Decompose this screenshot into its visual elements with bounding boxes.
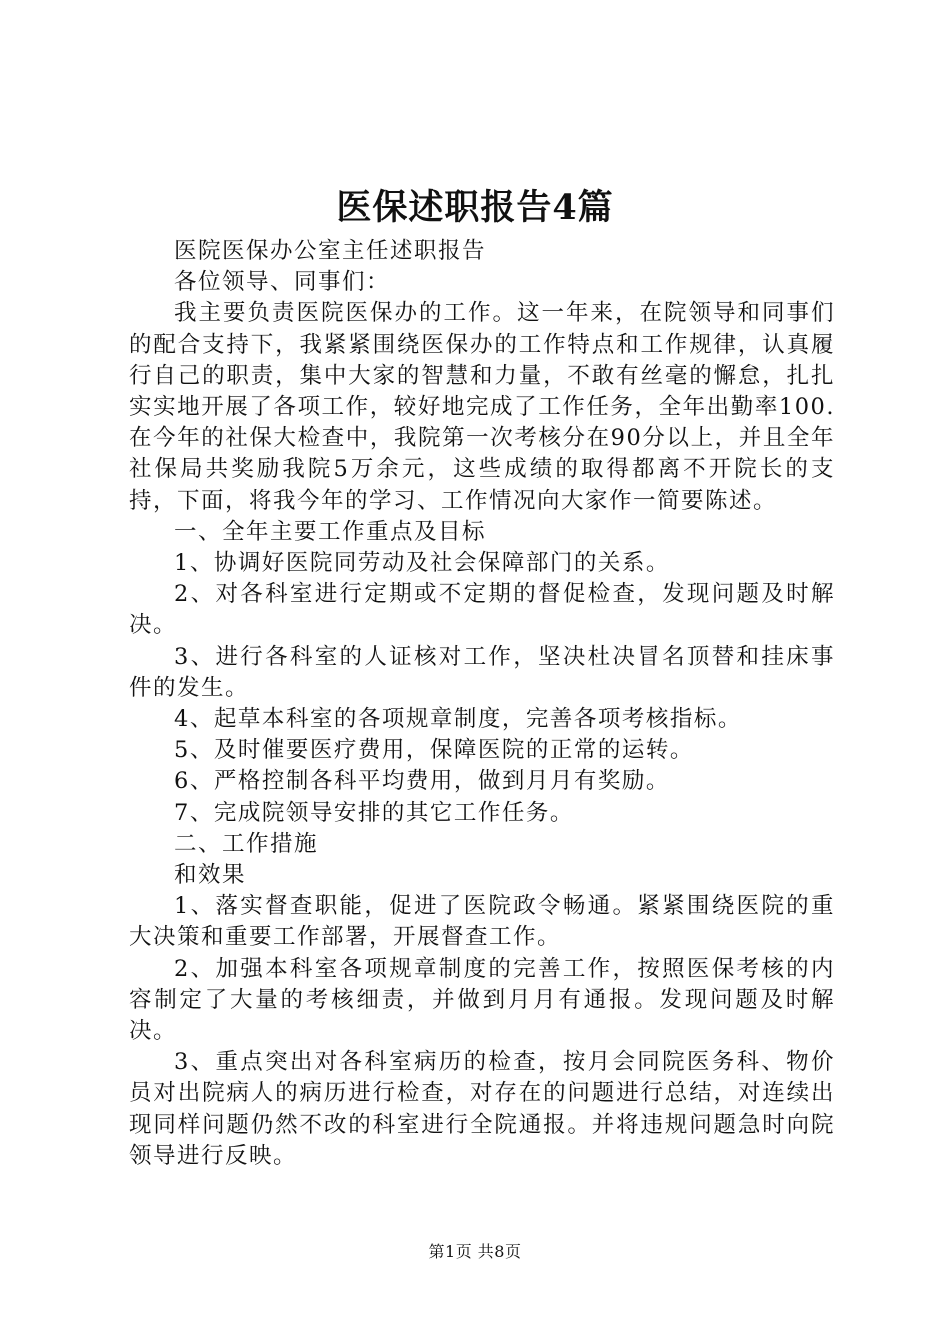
section-heading-goals: 一、全年主要工作重点及目标 [174, 518, 487, 545]
document-body [129, 236, 835, 1172]
measure-item-1: 1、落实督查职能，促进了医院政令畅通。紧紧围绕医院的重大决策和重要工作部署，开展督查工作。 [129, 893, 835, 951]
goal-item-7: 7、完成院领导安排的其它工作任务。 [174, 799, 574, 826]
section-heading-measures-cont: 和效果 [174, 862, 247, 889]
measure-item-3: 3、重点突出对各科室病历的检查，按月会同院医务科、物价员对出院病人的病历进行检查，对存在的问题进行总结，对连续出现同样问题仍然不改的科室进行全院通报。并将违规问题急时向院领导进行反映。 [129, 1049, 835, 1169]
paragraph-subtitle: 医院医保办公室主任述职报告 [174, 238, 487, 264]
goal-item-4: 4、起草本科室的各项规章制度，完善各项考核指标。 [174, 706, 742, 733]
paragraph-salutation: 各位领导、同事们： [174, 269, 391, 296]
goal-item-5: 5、及时催要医疗费用，保障医院的正常的运转。 [174, 737, 694, 764]
page-footer: 第1页 共8页 [428, 1242, 522, 1261]
measure-item-2: 2、加强本科室各项规章制度的完善工作，按照医保考核的内容制定了大量的考核细责，并做到月月有通报。发现问题及时解决。 [129, 955, 835, 1045]
goal-item-1: 1、协调好医院同劳动及社会保障部门的关系。 [174, 550, 670, 577]
goal-item-2: 2、对各科室进行定期或不定期的督促检查，发现问题及时解决。 [129, 581, 835, 639]
goal-item-6: 6、严格控制各科平均费用，做到月月有奖励。 [174, 768, 670, 795]
goal-item-3: 3、进行各科室的人证核对工作，坚决杜决冒名顶替和挂床事件的发生。 [129, 643, 835, 701]
document-title: 医保述职报告4篇 [336, 187, 614, 228]
section-heading-measures: 二、工作措施 [174, 830, 319, 857]
paragraph-intro: 我主要负责医院医保办的工作。这一年来，在院领导和同事们的配合支持下，我紧紧围绕医保办的工作特点和工作规律，认真履行自己的职责，集中大家的智慧和力量，不敢有丝毫的懈怠，扎扎实实地开展了各项工作，较好地完成了工作任务，全年出勤率100.在今年的社保大检查中，我院第一次考核分在90分以上，并且全年社保局共奖励我院5万余元，这些成绩的取得都离不开院长的支持，下面，将我今年的学习、工作情况向大家作一简要陈述。 [129, 300, 835, 514]
